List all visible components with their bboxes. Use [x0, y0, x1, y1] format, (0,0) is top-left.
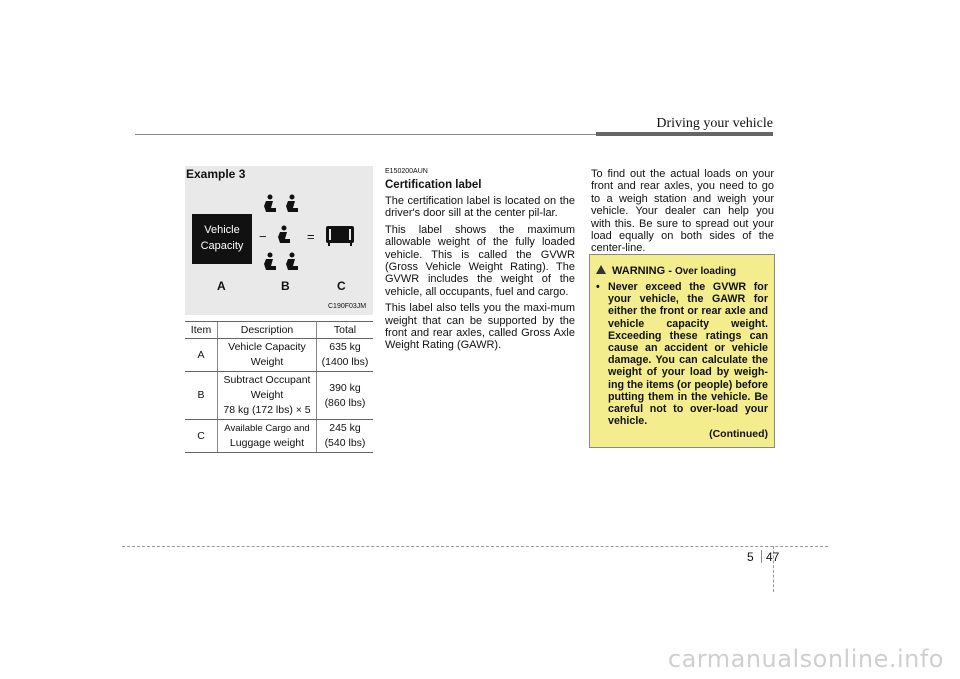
header-total: Total [317, 322, 374, 339]
warning-header [596, 265, 736, 277]
seat-occupant-icon [276, 225, 298, 249]
paragraph: The certification label is located on the driver's door sill at the center pil-lar. [385, 195, 575, 220]
section-code: E150200AUN [385, 168, 428, 175]
row-description [218, 372, 317, 420]
section-number: 5 [747, 550, 754, 564]
warning-title: WARNING - [612, 265, 672, 277]
vehicle-capacity-line1: Vehicle [204, 224, 240, 236]
footer-rule [122, 546, 828, 547]
vehicle-capacity-box [192, 214, 252, 264]
total-line: (540 lbs) [324, 437, 366, 449]
equals-sign: = [307, 229, 315, 244]
row-total [317, 339, 374, 372]
table-row [185, 420, 373, 453]
total-line: (860 lbs) [324, 396, 366, 409]
bullet: • [596, 281, 600, 293]
section-title: Certification label [385, 179, 482, 191]
paragraph: To find out the actual loads on your front and rear axles, you need to go to a weigh station and weigh your vehicle. Your dealer can help you with this. Be sure to spread out your load equally on both sides of the center-line. [591, 168, 774, 255]
cargo-luggage-icon [325, 225, 355, 247]
label-a: A [217, 279, 226, 293]
desc-line: 78 kg (172 lbs) × 5 [223, 404, 311, 416]
row-description [218, 339, 317, 372]
desc-line: Luggage weight [229, 437, 305, 449]
actual-loads-section [591, 168, 774, 255]
label-b: B [281, 279, 290, 293]
header-accent-bar [596, 132, 773, 136]
total-line: 245 kg [329, 422, 361, 434]
warning-subtitle: Over loading [674, 266, 737, 277]
desc-line: Weight [250, 356, 284, 368]
row-item: A [185, 339, 218, 372]
label-c: C [337, 279, 346, 293]
warning-triangle-icon [596, 265, 606, 274]
capacity-table [185, 321, 373, 453]
certification-section [385, 168, 575, 352]
watermark: carmanualsonline.info [667, 645, 944, 673]
warning-box [589, 254, 775, 448]
table-header-row [185, 322, 373, 339]
desc-line: Subtract Occupant [223, 374, 311, 386]
row-total [317, 372, 374, 420]
paragraph: This label also tells you the maxi-mum weight that can be supported by the front and rear axles, called Gross Axle Weight Rating (GAWR). [385, 302, 575, 352]
row-item: B [185, 372, 218, 420]
warning-body [596, 281, 768, 427]
continued-label: (Continued) [709, 428, 768, 440]
page-divider [761, 550, 762, 563]
paragraph: This label shows the maximum allowable weight of the fully loaded vehicle. This is called the GVWR (Gross Vehicle Weight Rating). The GVWR includes the weight of the vehicle, all occupants, fuel and cargo. [385, 223, 575, 298]
total-line: 390 kg [329, 381, 361, 394]
desc-line: Vehicle Capacity [228, 341, 306, 353]
page-number: 47 [766, 550, 780, 564]
row-item: C [185, 420, 218, 453]
header-item: Item [185, 322, 218, 339]
seat-occupant-icon [262, 194, 306, 218]
desc-line: Available Cargo and [224, 423, 310, 434]
seat-occupant-icon [262, 252, 306, 276]
header-description: Description [218, 322, 317, 339]
row-total [317, 420, 374, 453]
table-row [185, 372, 373, 420]
vehicle-capacity-line2: Capacity [200, 240, 244, 252]
row-description [218, 420, 317, 453]
example-title: Example 3 [186, 167, 246, 181]
running-header: Driving your vehicle [656, 116, 773, 131]
total-line: 635 kg [329, 341, 361, 353]
figure-code: C190F03JM [328, 303, 367, 310]
warning-text: Never exceed the GVWR for your vehicle, the GAWR for either the front or rear axle and vehicle capacity weight. Exceeding these ratings can cause an accident or vehicle damage. You can calculate the weight of your load by weigh-ing the items (or people) before putting them in the vehicle. Be careful not to over-load your vehicle. [608, 281, 768, 428]
desc-line: Weight [250, 389, 284, 401]
total-line: (1400 lbs) [321, 356, 369, 368]
minus-sign: − [259, 229, 267, 244]
table-row [185, 339, 373, 372]
